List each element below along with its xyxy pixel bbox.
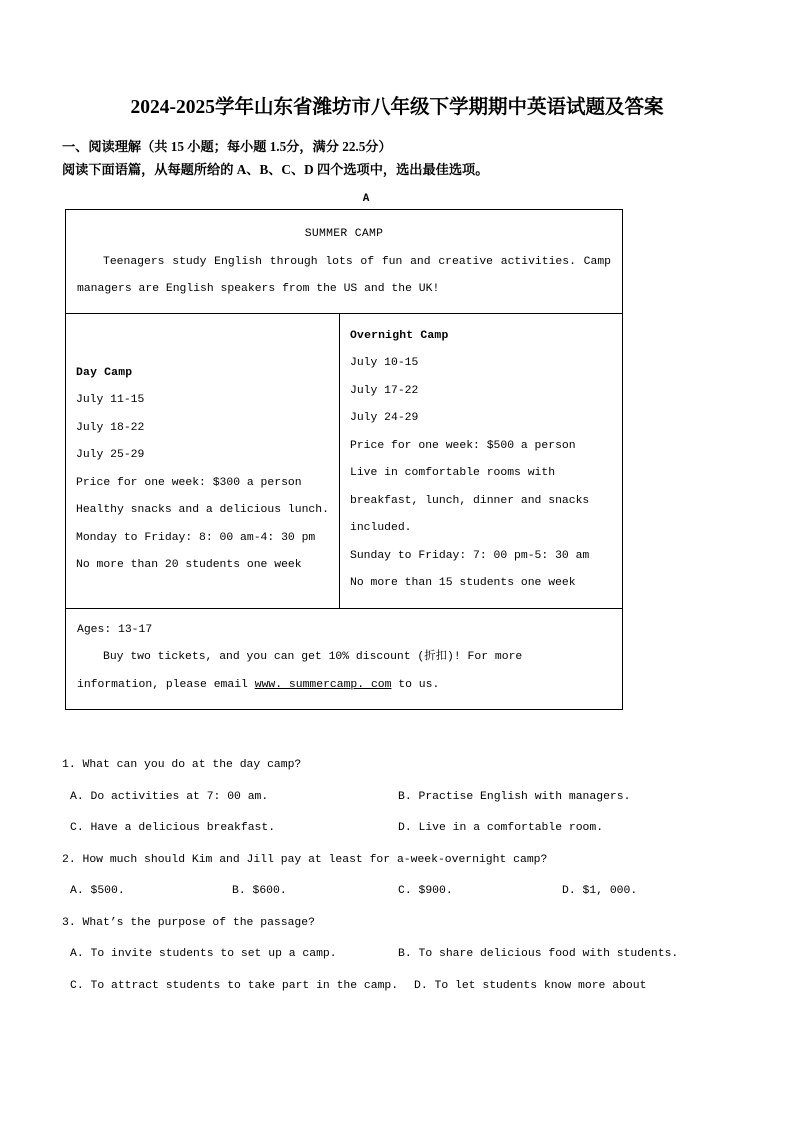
option-d[interactable]: D. To let students know more about	[414, 979, 647, 992]
option-row	[62, 782, 732, 814]
day-camp-line: Price for one week: $300 a person	[76, 476, 302, 489]
option-c[interactable]: C. $900.	[398, 885, 453, 897]
option-row	[62, 813, 732, 845]
overnight-camp-line: July 24-29	[350, 412, 419, 424]
section-heading: 一、阅读理解（共 15 小题；每小题 1.5分，满分 22.5分）	[62, 139, 392, 154]
option-a[interactable]: A. $500.	[70, 885, 125, 897]
day-camp-line: No more than 20 students one week	[76, 559, 302, 571]
table-row-camps	[66, 313, 623, 608]
option-a[interactable]: A. To invite students to set up a camp.	[70, 948, 337, 960]
passage-label	[0, 181, 670, 209]
option-b[interactable]: B. Practise English with managers.	[398, 790, 631, 803]
day-camp-line: July 18-22	[76, 421, 145, 434]
option-row	[62, 939, 732, 971]
contact-prefix-text: information, please email	[77, 678, 255, 691]
summercamp-email-link[interactable]: www. summercamp. com	[254, 678, 392, 691]
overnight-camp-line: Price for one week: $500 a person	[350, 439, 576, 452]
question-stem: 2. How much should Kim and Jill pay at least for a-week-overnight camp?	[62, 853, 548, 866]
option-c[interactable]: C. Have a delicious breakfast.	[70, 822, 276, 834]
banner-cell	[66, 210, 623, 314]
section-instruction: 阅读下面语篇，从每题所给的 A、B、C、D 四个选项中，选出最佳选项。	[62, 162, 489, 177]
overnight-camp-line: No more than 15 students one week	[350, 577, 576, 589]
option-c[interactable]: C. To attract students to take part in the camp.	[70, 979, 399, 992]
overnight-camp-cell	[340, 313, 623, 608]
day-camp-line: July 25-29	[76, 449, 145, 461]
option-d[interactable]: D. Live in a comfortable room.	[398, 822, 604, 834]
overnight-camp-line: July 10-15	[350, 357, 419, 369]
day-camp-line: Monday to Friday: 8: 00 am-4: 30 pm	[76, 531, 316, 544]
option-d[interactable]: D. $1, 000.	[562, 885, 638, 897]
option-row	[62, 876, 732, 908]
option-row	[62, 971, 732, 1003]
day-camp-line: July 11-15	[76, 394, 145, 406]
poster-banner-body: Teenagers study English through lots of fun and creative activities. Camp managers are English speakers from the US and the UK!	[77, 255, 612, 295]
option-b[interactable]: B. To share delicious food with students.	[398, 948, 679, 960]
poster-contact-line	[77, 672, 611, 700]
page-title: 2024-2025学年山东省潍坊市八年级下学期期中英语试题及答案	[130, 97, 664, 118]
poster-banner-title: SUMMER CAMP	[304, 228, 384, 240]
table-row-banner	[66, 210, 623, 314]
table-row-footer	[66, 608, 623, 710]
summer-camp-poster-table	[65, 209, 623, 710]
overnight-camp-line: included.	[350, 522, 412, 534]
day-camp-line: Healthy snacks and a delicious lunch.	[76, 504, 329, 516]
poster-ages-line: Ages: 13-17	[77, 623, 153, 636]
overnight-camp-line: Sunday to Friday: 7: 00 pm-5: 30 am	[350, 549, 590, 562]
day-camp-cell	[66, 313, 340, 608]
questions-list	[62, 750, 732, 1002]
poster-footer-cell	[66, 608, 623, 710]
option-b[interactable]: B. $600.	[232, 885, 287, 897]
option-a[interactable]: A. Do activities at 7: 00 am.	[70, 790, 269, 803]
day-camp-title: Day Camp	[76, 366, 133, 379]
overnight-camp-title: Overnight Camp	[350, 329, 449, 342]
question-stem: 3. What’s the purpose of the passage?	[62, 916, 315, 929]
overnight-camp-line: July 17-22	[350, 384, 419, 397]
overnight-camp-line: breakfast, lunch, dinner and snacks	[350, 494, 590, 507]
passage-label-text: A	[362, 193, 370, 205]
overnight-camp-line: Live in comfortable rooms with	[350, 467, 556, 479]
contact-suffix-text: to us.	[391, 678, 440, 691]
question-stem: 1. What can you do at the day camp?	[62, 759, 302, 771]
poster-discount-line: Buy two tickets, and you can get 10% discount (折扣)! For more	[103, 651, 523, 663]
